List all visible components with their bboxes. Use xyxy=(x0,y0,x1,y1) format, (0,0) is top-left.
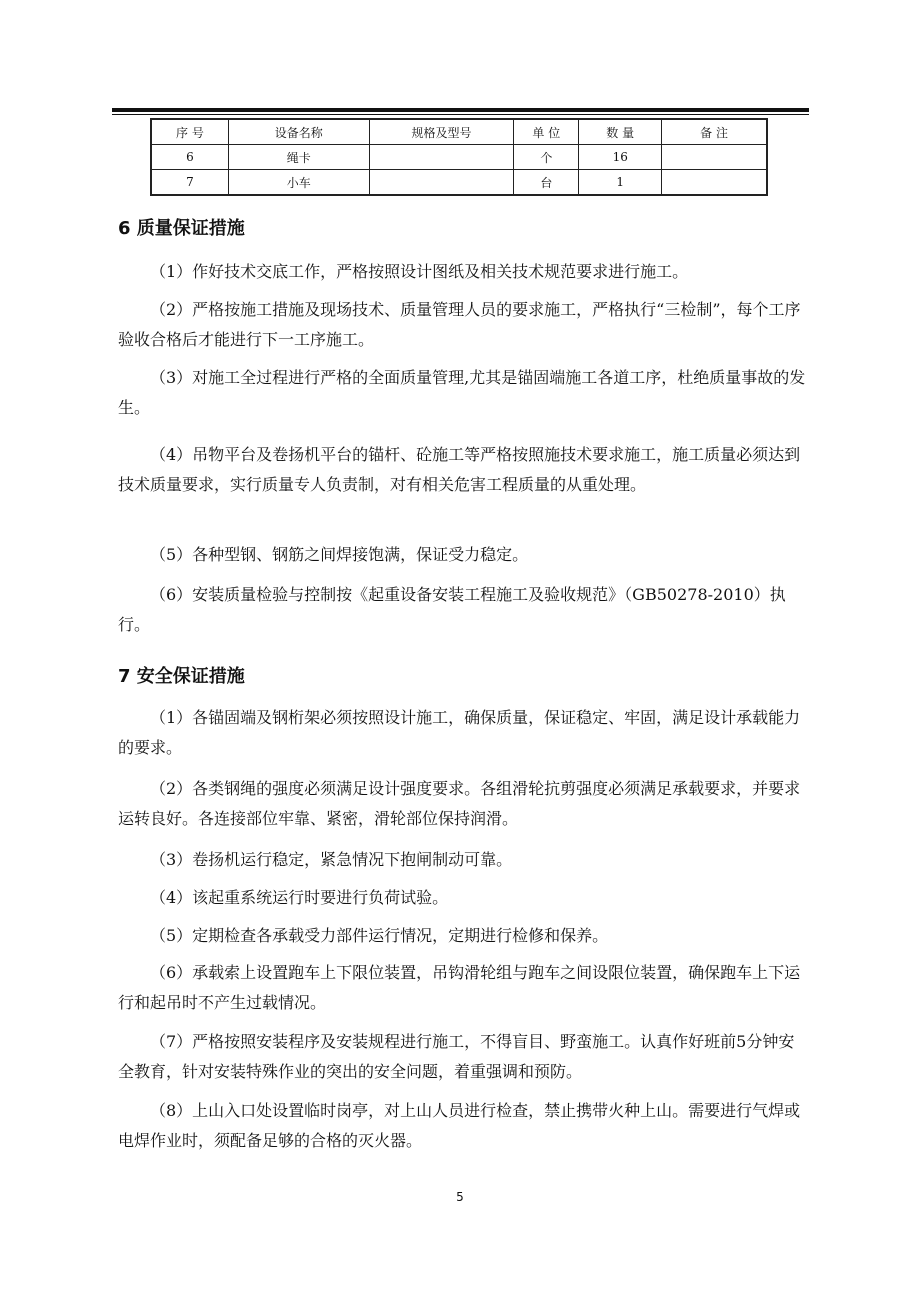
section-7-heading: 7 安全保证措施 xyxy=(118,666,245,687)
table-cell: 1 xyxy=(579,170,662,196)
table-row xyxy=(151,170,767,196)
table-cell: 台 xyxy=(514,170,579,196)
table-cell: 6 xyxy=(151,145,228,170)
header-cell: 备 注 xyxy=(662,119,767,145)
table-cell: 小车 xyxy=(228,170,369,196)
table-cell: 绳卡 xyxy=(228,145,369,170)
section-7-item-5: （5）定期检查各承载受力部件运行情况，定期进行检修和保养。 xyxy=(150,926,609,945)
section-7-item-1: （1）各锚固端及钢桁架必须按照设计施工，确保质量，保证稳定、牢固，满足设计承载能力的要求。 xyxy=(118,708,801,757)
section-7-item-2: （2）各类钢绳的强度必须满足设计强度要求。各组滑轮抗剪强度必须满足承载要求，并要求运转良好。各连接部位牢靠、紧密，滑轮部位保持润滑。 xyxy=(118,779,801,828)
table-cell: 个 xyxy=(514,145,579,170)
header-rule-thin xyxy=(112,114,809,115)
header-cell: 规格及型号 xyxy=(369,119,514,145)
section-6-item-5: （5）各种型钢、钢筋之间焊接饱满，保证受力稳定。 xyxy=(150,545,529,564)
section-6-item-3: （3）对施工全过程进行严格的全面质量管理,尤其是锚固端施工各道工序，杜绝质量事故的发生。 xyxy=(118,368,806,417)
header-cell: 序 号 xyxy=(151,119,228,145)
section-6-item-2: （2）严格按施工措施及现场技术、质量管理人员的要求施工，严格执行“三检制”，每个工序验收合格后才能进行下一工序施工。 xyxy=(118,300,801,349)
header-cell: 单 位 xyxy=(514,119,579,145)
header-rule-thick xyxy=(112,108,809,112)
header-cell: 设备名称 xyxy=(228,119,369,145)
table-cell xyxy=(662,170,767,196)
table-cell xyxy=(369,170,514,196)
section-7-item-6: （6）承载索上设置跑车上下限位装置，吊钩滑轮组与跑车之间设限位装置，确保跑车上下运行和起吊时不产生过载情况。 xyxy=(118,963,801,1012)
section-7-item-3: （3）卷扬机运行稳定，紧急情况下抱闸制动可靠。 xyxy=(150,850,513,869)
table-row xyxy=(151,145,767,170)
header-cell: 数 量 xyxy=(579,119,662,145)
section-7-item-8: （8）上山入口处设置临时岗亭，对上山人员进行检查，禁止携带火种上山。需要进行气焊或电焊作业时，须配备足够的合格的灭火器。 xyxy=(118,1101,801,1150)
section-6-item-4: （4）吊物平台及卷扬机平台的锚杆、砼施工等严格按照施技术要求施工，施工质量必须达到技术质量要求，实行质量专人负责制，对有相关危害工程质量的从重处理。 xyxy=(118,445,801,494)
section-7-item-4: （4）该起重系统运行时要进行负荷试验。 xyxy=(150,888,449,907)
table-cell xyxy=(369,145,514,170)
table-cell xyxy=(662,145,767,170)
section-6-heading: 6 质量保证措施 xyxy=(118,218,245,239)
section-6-item-6: （6）安装质量检验与控制按《起重设备安装工程施工及验收规范》（GB50278-2010）执行。 xyxy=(118,585,786,634)
table-cell: 7 xyxy=(151,170,228,196)
equipment-table xyxy=(150,118,768,196)
section-7-item-7: （7）严格按照安装程序及安装规程进行施工，不得盲目、野蛮施工。认真作好班前5分钟安全教育，针对安装特殊作业的突出的安全问题，着重强调和预防。 xyxy=(118,1032,795,1081)
page-number: 5 xyxy=(456,1190,464,1204)
table-cell: 16 xyxy=(579,145,662,170)
section-6-item-1: （1）作好技术交底工作，严格按照设计图纸及相关技术规范要求进行施工。 xyxy=(150,262,689,281)
table-header-row xyxy=(151,119,767,145)
